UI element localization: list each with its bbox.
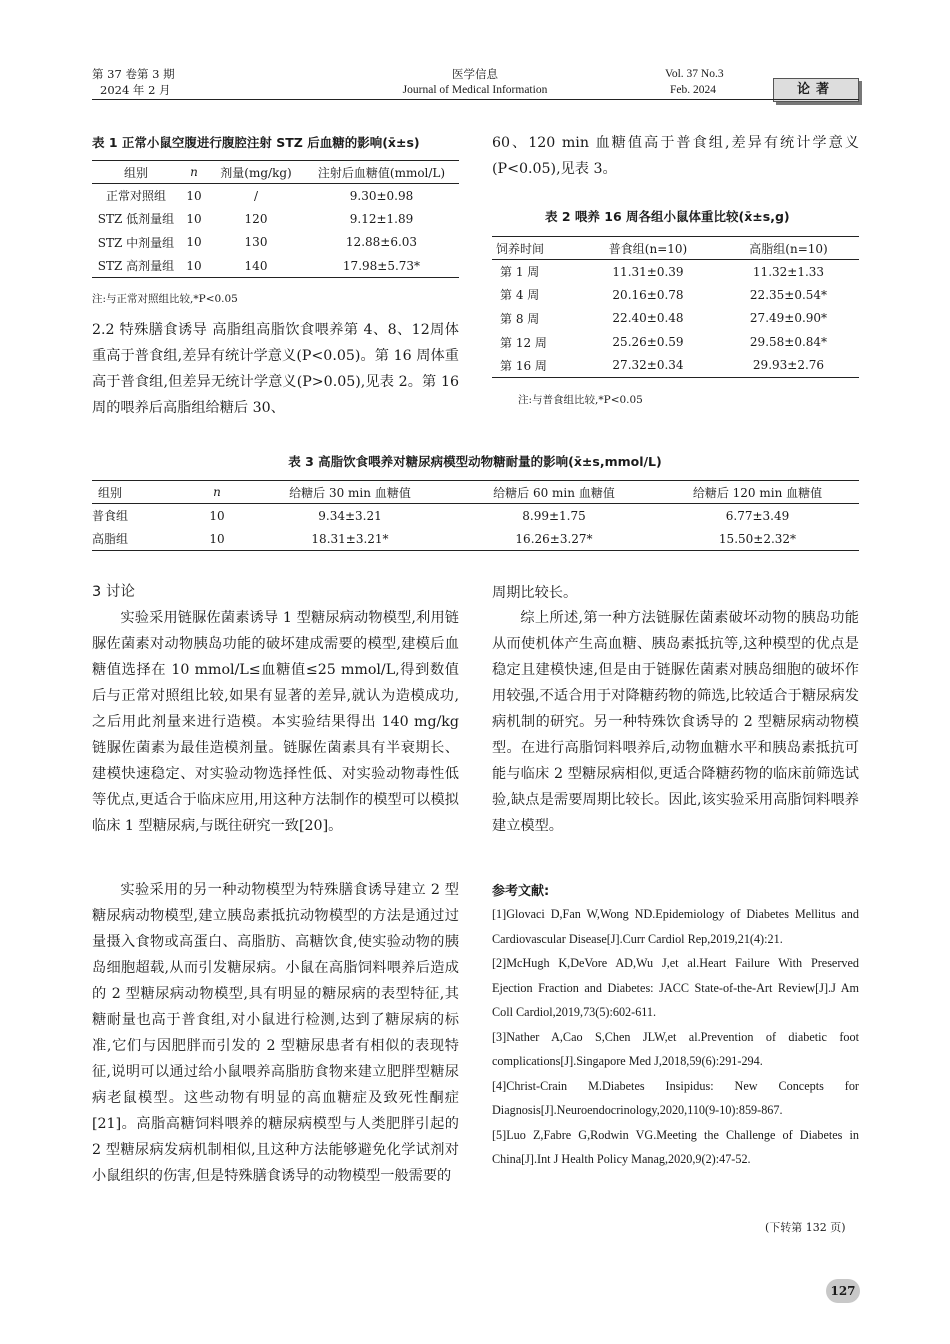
section-2-2-text: 2.2 特殊膳食诱导 高脂组高脂饮食喂养第 4、8、12周体重高于普食组,差异有统计学意义(P<0.05)。第 16 周体重高于普食组,但差异无统计学意义(P>0.05),见表 2。第 16 周的喂养后高脂组给糖后 30、 xyxy=(92,322,459,416)
table2 xyxy=(492,236,859,378)
reference-item: [4]Christ-Crain M.Diabetes Insipidus: New Concepts for Diagnosis[J].Neuroendocrinology,2020,110(9-10):859-867. xyxy=(492,1078,859,1117)
table-cell: / xyxy=(253,188,259,203)
table-cell: 10 xyxy=(180,254,208,278)
table-cell: 11.31±0.39 xyxy=(612,264,684,279)
table-row xyxy=(92,184,459,208)
page-number: 127 xyxy=(826,1279,860,1303)
table1-col-glucose: 注射后血糖值(mmol/L) xyxy=(304,161,459,184)
table-row xyxy=(492,354,859,378)
table-cell: STZ 低剂量组 xyxy=(97,212,175,227)
table-cell: 10 xyxy=(186,235,202,250)
table3-header-row xyxy=(92,481,859,504)
section-2-2-continued: 60、120 min 血糖值高于普食组,差异有统计学意义(P<0.05),见表 3。 xyxy=(492,135,859,177)
reference-item: [1]Glovaci D,Fan W,Wong ND.Epidemiology of Diabetes Mellitus and Cardiovascular Disease[J].Curr Cardiol Rep,2019,21(4):21. xyxy=(492,907,859,946)
table-cell: 第 4 周 xyxy=(500,288,540,303)
table-cell: 20.16±0.78 xyxy=(612,287,684,302)
references-title: 参考文献: xyxy=(492,884,550,899)
table-row xyxy=(92,527,859,551)
table-cell: 29.58±0.84* xyxy=(749,335,828,350)
continued-note: (下转第 132 页) xyxy=(765,1221,846,1234)
table2-col-highfat: 高脂组(n=10) xyxy=(718,237,859,260)
section-3-paragraph-2-continued: 周期比较长。 xyxy=(492,585,578,601)
table-cell: 10 xyxy=(186,211,202,226)
table-cell: 120 xyxy=(244,211,268,226)
table-row xyxy=(492,307,859,331)
table1-header-row xyxy=(92,161,459,184)
table-cell: 6.77±3.49 xyxy=(725,508,790,523)
section-3-paragraph-1: 实验采用链脲佐菌素诱导 1 型糖尿病动物模型,利用链脲佐菌素对动物胰岛功能的破坏建成需要的模型,建模后血糖值选择在 10 mmol/L≤血糖值≤25 mmol/L,得到数值后与正常对照组比较,如果有显著的差异,就认为造模成功,之后用此剂量来进行造模。本实验结果得出 140 mg/kg 链脲佐菌素为最佳造模剂量。链脲佐菌素具有半衰期长、建模快速稳定、对实验动物选择性低、对实验动物毒性低等优点,更适合于临床应用,用这种方法制作的模型可以模拟临床 1 型糖尿病,与既往研究一致[20]。 xyxy=(92,610,459,834)
table1-col-dose: 剂量(mg/kg) xyxy=(208,161,304,184)
table2-col-normal: 普食组(n=10) xyxy=(578,237,718,260)
table3 xyxy=(92,480,859,551)
table-row xyxy=(492,283,859,307)
table-cell: 普食组 xyxy=(92,509,129,524)
table-cell: 9.12±1.89 xyxy=(349,211,414,226)
table-row xyxy=(92,231,459,255)
table3-col-120min: 给糖后 120 min 血糖值 xyxy=(656,481,859,504)
table2-header-row xyxy=(492,237,859,260)
table2-note: 注:与普食组比较,*P<0.05 xyxy=(518,394,643,406)
table3-col-60min: 给糖后 60 min 血糖值 xyxy=(452,481,656,504)
section-3-paragraph-2: 实验采用的另一种动物模型为特殊膳食诱导建立 2 型糖尿病动物模型,建立胰岛素抵抗动物模型的方法是通过过量摄入食物或高蛋白、高脂肪、高糖饮食,使实验动物的胰岛细胞超载,从而引发糖尿病。小鼠在高脂饲料喂养后造成的 2 型糖尿病动物模型,具有明显的糖尿病的表型特征,其糖耐量也高于普食组,对小鼠进行检测,达到了糖尿病的标准,它们与因肥胖而引发的 2 型糖尿患者有相似的表现特征,说明可以通过给小鼠喂养高脂肪食物来建立肥胖型糖尿病老鼠模型。这些动物有明显的高血糖症及致死性酮症[21]。高脂高糖饲料喂养的糖尿病模型与人类肥胖引起的 2 型糖尿病发病机制相似,且这种方法能够避免化学试剂对小鼠组织的伤害,但是特殊膳食诱导的动物模型一般需要的 xyxy=(92,882,459,1184)
table-cell: 22.40±0.48 xyxy=(612,311,684,326)
reference-item: [2]McHugh K,DeVore AD,Wu J,et al.Heart Failure With Preserved Ejection Fraction and Diabetes: JACC State-of-the-Art Review[J].J Am Coll Cardiol,2019,73(5):602-611. xyxy=(492,956,859,1019)
volume-issue-en: Vol. 37 No.3 xyxy=(665,68,724,80)
table-cell: 第 16 周 xyxy=(492,354,578,378)
table-cell: 第 1 周 xyxy=(500,265,540,280)
table-cell: 11.32±1.33 xyxy=(752,264,825,279)
volume-issue-cn: 第 37 卷第 3 期 xyxy=(92,67,175,81)
table-cell: 25.26±0.59 xyxy=(612,335,684,350)
table-row xyxy=(492,260,859,284)
section-3-title: 3 讨论 xyxy=(92,584,135,600)
table-cell: STZ 中剂量组 xyxy=(97,235,175,250)
table3-col-30min: 给糖后 30 min 血糖值 xyxy=(248,481,452,504)
table-row xyxy=(92,504,859,528)
table-cell: 10 xyxy=(186,188,202,203)
table1-note: 注:与正常对照组比较,*P<0.05 xyxy=(92,293,238,305)
section-tag: 论著 xyxy=(773,78,859,102)
table-cell: 22.35±0.54* xyxy=(749,287,828,302)
date-en: Feb. 2024 xyxy=(670,84,716,96)
journal-title-cn: 医学信息 xyxy=(452,67,498,81)
journal-title-en: Journal of Medical Information xyxy=(402,84,548,96)
table1 xyxy=(92,160,459,278)
table-cell: 12.88±6.03 xyxy=(345,235,418,250)
table-cell: 8.99±1.75 xyxy=(522,508,586,523)
references-list xyxy=(492,902,859,1172)
table-cell: 9.30±0.98 xyxy=(349,188,414,203)
table-row xyxy=(492,330,859,354)
table3-col-group: 组别 xyxy=(92,481,186,504)
table2-caption: 表 2 喂养 16 周各组小鼠体重比较(x̄±s,g) xyxy=(545,209,790,224)
table1-col-n: n xyxy=(180,161,208,184)
table-cell: 27.49±0.90* xyxy=(749,311,828,326)
table2-col-time: 饲养时间 xyxy=(492,237,578,260)
table-cell: 18.31±3.21* xyxy=(248,527,452,551)
table-cell: STZ 高剂量组 xyxy=(92,254,180,278)
table-cell: 16.26±3.27* xyxy=(452,527,656,551)
reference-item: [3]Nather A,Cao S,Chen JLW,et al.Prevention of diabetic foot complications[J].Singapore Med J,2018,59(6):291-294. xyxy=(492,1029,859,1068)
table-cell: 17.98±5.73* xyxy=(304,254,459,278)
table-cell: 29.93±2.76 xyxy=(718,354,859,378)
table3-caption: 表 3 高脂饮食喂养对糖尿病模型动物糖耐量的影响(x̄±s,mmol/L) xyxy=(288,454,662,469)
table-cell: 高脂组 xyxy=(92,527,186,551)
table-cell: 正常对照组 xyxy=(105,189,166,204)
table-cell: 130 xyxy=(244,235,268,250)
header-rule xyxy=(92,99,859,100)
table-cell: 10 xyxy=(209,508,225,523)
table-row xyxy=(92,207,459,231)
table-cell: 15.50±2.32* xyxy=(656,527,859,551)
table-cell: 140 xyxy=(208,254,304,278)
table-cell: 第 8 周 xyxy=(500,311,540,326)
reference-item: [5]Luo Z,Fabre G,Rodwin VG.Meeting the Challenge of Diabetes in China[J].Int J Health Policy Manag,2020,9(2):47-52. xyxy=(492,1127,859,1166)
table-cell: 10 xyxy=(186,527,248,551)
date-cn: 2024 年 2 月 xyxy=(100,83,171,97)
table-cell: 9.34±3.21 xyxy=(318,508,382,523)
table-row xyxy=(92,254,459,278)
table-cell: 第 12 周 xyxy=(500,335,547,350)
table1-caption: 表 1 正常小鼠空腹进行腹腔注射 STZ 后血糖的影响(x̄±s) xyxy=(92,135,420,150)
section-3-paragraph-3: 综上所述,第一种方法链脲佐菌素破坏动物的胰岛功能从而使机体产生高血糖、胰岛素抵抗等,这种模型的优点是稳定且建模快速,但是由于链脲佐菌素对胰岛细胞的破坏作用较强,不适合用于对降糖药物的筛选,比较适合于糖尿病发病机制的研究。另一种特殊饮食诱导的 2 型糖尿病动物模型。在进行高脂饲料喂养后,动物血糖水平和胰岛素抵抗可能与临床 2 型糖尿病相似,更适合降糖药物的临床前筛选试验,缺点是需要周期比较长。因此,该实验采用高脂饲料喂养建立模型。 xyxy=(492,610,859,834)
table1-col-group: 组别 xyxy=(92,161,180,184)
table-cell: 27.32±0.34 xyxy=(578,354,718,378)
table3-col-n: n xyxy=(186,481,248,504)
